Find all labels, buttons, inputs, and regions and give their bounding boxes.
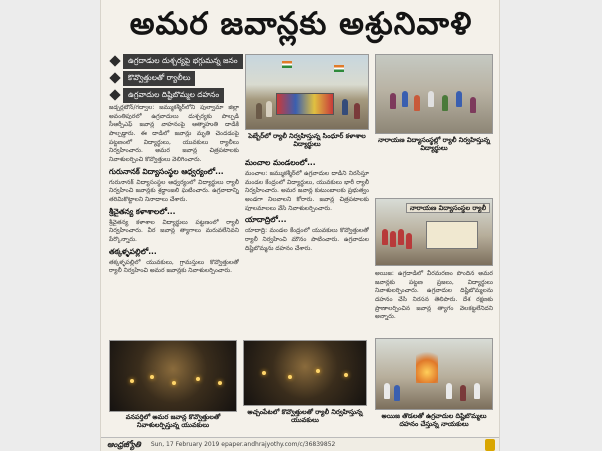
candle-icon [316,369,320,373]
fire-icon [416,347,438,383]
subhead: శ్రీచైతన్య కళాశాలలో... [109,206,176,216]
candle-icon [130,379,134,383]
bullet-item: కొవ్వొత్తులతో ర్యాలీలు [109,71,255,85]
article-column-right: అయిజ: ఉగ్రదాడిలో వీరమరణం పొందిన అమర జవాన్లకు పట్టణ ప్రజలు, విద్యార్థులు నివాళులర్పించారు. ఉగ్రవాదుల దిష్టిబొమ్మలను దహనం చేసి నిరసన తెలిపారు. దేశ రక్షణకు ప్రాణాలర్పించిన జవాన్ల త్యాగం వెలకట్టలేనిదని అన్నారు. [375,270,493,321]
subhead: తక్కళ్ళపల్లిలో... [109,246,157,256]
article-column-left: జడ్చర్లటౌన్/గద్వాల: జమ్ముకశ్మీర్‌లోని పుల్వామా జిల్లా అవంతిపురలో ఉగ్రవాదులు దుశ్చర్యకు పాల్పడి సీఆర్పీఎఫ్ జవాన్ల వాహనంపై ఆత్మాహుతి దాడికి పాల్పడ్డారు. ఈ దాడిలో జవాన్లు మృతి చెందడంపై పట్టణంలో విద్యార్థులు, యువకులు ర్యాలీలు నిర్వహించారు. అమర జవాన్ల చిత్రపటాలకు నివాళులర్పించి కొవ్వొత్తులు వెలిగించారు. గురునానక్ విద్యాసంస్థల ఆధ్వర్యంలో... గురునానక్ విద్యాసంస్థల ఆధ్వర్యంలో విద్యార్థులు ర్యాలీ నిర్వహించి జవాన్లకు శ్రద్ధాంజలి ఘటించారు. ఉగ్రవాదాన్ని తరిమికొట్టాలని నినాదాలు చేశారు. శ్రీచైతన్య కళాశాలలో... శ్రీచైతన్య కళాశాల విద్యార్థులు పట్టణంలో ర్యాలీ నిర్వహించారు. వీర జవాన్ల త్యాగాలు మరువలేనివని పేర్కొన్నారు. తక్కళ్ళపల్లిలో... తక్కళ్ళపల్లిలో యువకులు, గ్రామస్తులు కొవ్వొత్తులతో ర్యాలీ నిర్వహించి అమర జవాన్లకు నివాళులర్పించారు. [109,104,239,275]
badge-icon [485,439,495,451]
photo-rally-narayana [375,54,493,134]
candle-icon [288,375,292,379]
flag-icon [334,65,344,72]
candle-icon [218,381,222,385]
edition-date-url[interactable]: Sun, 17 February 2019 epaper.andhrajyothy.com/c/36839852 [150,441,336,448]
candle-icon [262,371,266,375]
publication-logo: ఆంధ్రజ్యోతి [107,438,141,449]
photo-caption: అయిజ తొడలతో ఉగ్రవాదుల దిష్టిబొమ్మలు దహనం చేస్తున్న నాయకులు [381,412,487,429]
photo-candle-vigil-wanaparthy [109,340,237,412]
banner-image [276,93,334,115]
diamond-icon [109,89,120,100]
candle-icon [150,375,154,379]
poster-image [426,221,478,249]
subhead: యాదాద్రిలో... [245,215,287,225]
photo-candle-rally-achampet [243,340,367,406]
photo-caption: వనపర్తిలో అమర జవాన్ల కొవ్వొత్తులతో నివాళులర్పిస్తున్న యువకులు [125,413,221,430]
bullet-item: ఉగ్రదాడుల దుశ్చర్యపై భగ్గుమన్న జనం [109,54,255,68]
subhead: మంచాల మండలంలో... [245,158,316,167]
diamond-icon [109,72,120,83]
candle-icon [196,377,200,381]
newspaper-page [100,0,500,451]
photo-caption: అచ్చంపేటలో కొవ్వొత్తులతో ర్యాలీ నిర్వహిస్తున్న యువకులు [247,408,363,425]
photo-effigy-burning-aija [375,338,493,410]
headline: అమర జవాన్లకు అశ్రునివాళి [129,5,473,42]
diamond-icon [109,55,120,66]
bullet-item: ఉగ్రవాదుల దిష్టిబొమ్మల దహనం [109,88,255,102]
bullet-list [109,54,255,105]
candle-icon [344,373,348,377]
subhead: గురునానక్ విద్యాసంస్థల ఆధ్వర్యంలో... [109,166,224,176]
photo-caption: నారాయణ విద్యాసంస్థల్లో ర్యాలీ నిర్వహిస్తున్న విద్యార్థులు [378,136,490,153]
photo-rally-pebbair [245,54,369,130]
banner-label: నారాయణ విద్యాసంస్థల ర్యాలీ [406,203,490,213]
candle-icon [172,381,176,385]
flag-icon [282,61,292,68]
article-column-middle: మంచాల మండలంలో... మంచాల: జమ్ముకశ్మీర్‌లో ఉగ్రవాదుల దాడిని నిరసిస్తూ మండల కేంద్రంలో విద్యార్థులు, యువకులు భారీ ర్యాలీ నిర్వహించారు. అమర జవాన్ల కుటుంబాలకు ప్రభుత్వం అండగా నిలవాలని కోరారు. జవాన్ల చిత్రపటాలకు పూలమాలలు వేసి నివాళులర్పించారు. యాదాద్రిలో... యాదాద్రి: మండల కేంద్రంలో యువకులు కొవ్వొత్తులతో ర్యాలీ నిర్వహించి మౌనం పాటించారు. ఉగ్రవాదుల దిష్టిబొమ్మను దహనం చేశారు. [245,158,369,252]
photo-caption: పెబ్బేర్‌లో ర్యాలీ నిర్వహిస్తున్న సింధూర్ కళాశాల విద్యార్థులు [248,132,366,149]
photo-narayana-rally-banner [375,198,493,266]
footer [101,437,500,451]
